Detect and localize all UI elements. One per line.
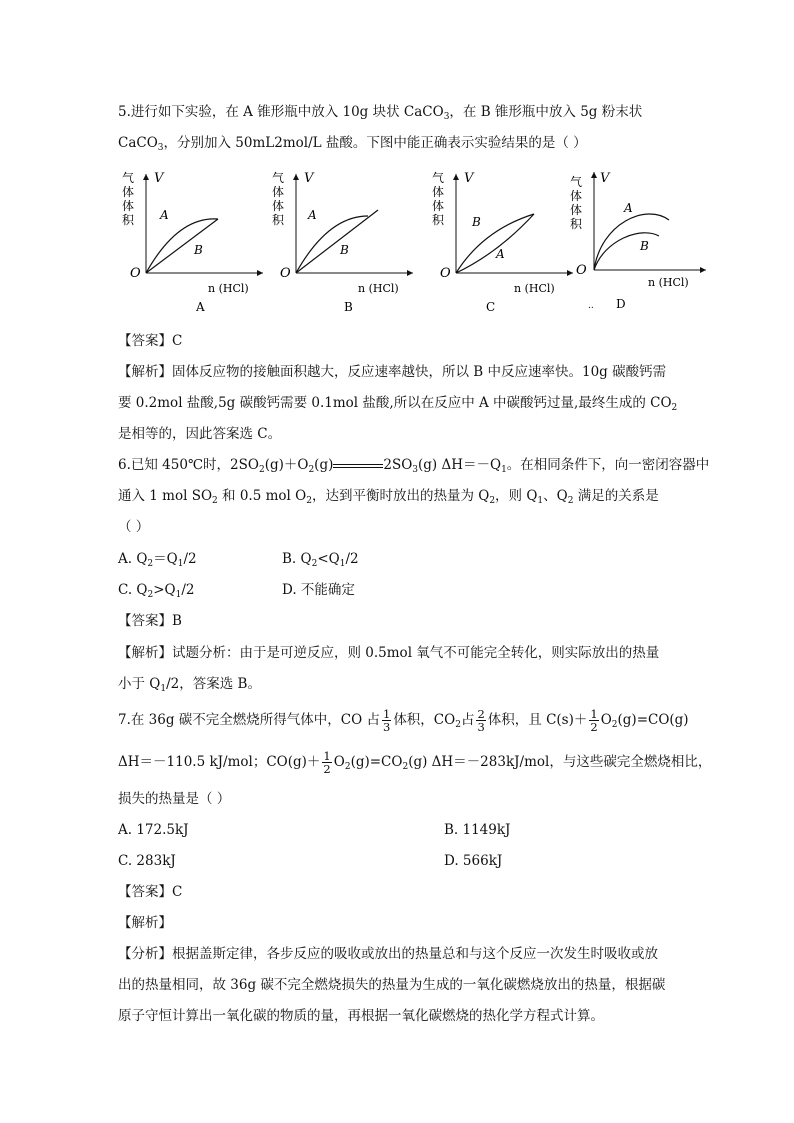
svg-text:气: 气: [122, 171, 135, 185]
q7-analysis-line2: 出的热量相同，故 36g 碳不完全燃烧损失的热量为生成的一氧化碳燃烧放出的热量，根据碳: [118, 977, 666, 993]
graph-a: [118, 168, 268, 318]
q7-option-b[interactable]: B. 1149kJ: [444, 822, 511, 838]
x-axis-label: n (HCl): [208, 282, 249, 295]
fraction-one-half: $\frac{1}{2}$: [323, 749, 331, 776]
svg-text:A: A: [496, 247, 505, 261]
graph-b: [268, 168, 418, 318]
svg-text:体: 体: [122, 185, 135, 199]
curve-a-label: A: [160, 208, 169, 222]
graph-caption: A: [196, 300, 205, 314]
q5-analysis-line2: 要 0.2mol 盐酸,5g 碳酸钙需要 0.1mol 盐酸,所以在反应中 A 中碳酸钙过量,最终生成的 $CO_2$: [118, 395, 678, 413]
svg-text:气: 气: [432, 171, 445, 185]
q7-analysis-title: 【解析】: [118, 915, 172, 931]
q6-option-b[interactable]: B. $Q_2<Q_1/2$: [282, 551, 359, 569]
svg-text:O: O: [280, 266, 291, 281]
svg-text:D: D: [616, 297, 626, 311]
svg-text:V: V: [600, 171, 610, 186]
q5-stem-line2: CaCO$_3$，分别加入 50mL2mol/L 盐酸。下图中能正确表示实验结果的是（ ）: [118, 135, 587, 153]
curve-a: [456, 214, 534, 273]
svg-text:体: 体: [432, 199, 445, 213]
svg-text:体: 体: [122, 199, 135, 213]
svg-text:B: B: [472, 215, 481, 229]
q5-analysis-line1: 【解析】固体反应物的接触面积越大，反应速率越快，所以 B 中反应速率快。10g 碳酸钙需: [118, 364, 667, 380]
curve-b: [456, 214, 534, 273]
svg-text:气: 气: [272, 171, 285, 185]
q5-stem-line1: 5.进行如下实验，在 A 锥形瓶中放入 10g 块状 CaCO$_3$，在 B 锥形瓶中放入 5g 粉末状: [118, 104, 643, 122]
q7-stem-line1: 7.在 36g 碳不完全燃烧所得气体中，CO 占 $\frac{1}{3}$ 体积，$CO_2$占 $\frac{2}{3}$ 体积，且 C(s)＋ $\frac{1}{2}$ $O_2(g)=CO(g)$: [118, 707, 689, 734]
q7-answer: 【答案】C: [118, 884, 183, 900]
q7-option-c[interactable]: C. 283kJ: [118, 853, 176, 869]
q7-option-a[interactable]: A. 172.5kJ: [118, 822, 189, 838]
svg-text:V: V: [304, 171, 314, 186]
fraction-one-third: $\frac{1}{3}$: [382, 707, 391, 734]
svg-text:体: 体: [432, 185, 445, 199]
svg-text:n (HCl): n (HCl): [648, 276, 689, 289]
fraction-two-thirds: $\frac{2}{3}$: [477, 707, 485, 734]
q7-stem-line3: 损失的热量是（ ）: [118, 791, 231, 807]
svg-text:A: A: [624, 201, 633, 215]
graph-c: [428, 168, 578, 318]
q6-analysis-line1: 【解析】试题分析：由于是可逆反应，则 0.5mol 氧气不可能完全转化，则实际放出的热量: [118, 645, 660, 661]
curve-b-label: B: [194, 243, 203, 257]
q6-stem-line2: 通入 1 mol $SO_2$ 和 0.5 mol $O_2$，达到平衡时放出的热量为 $Q_2$，则 $Q_1$、$Q_2$ 满足的关系是: [118, 488, 659, 506]
svg-text:B: B: [640, 239, 649, 253]
fraction-one-half: $\frac{1}{2}$: [590, 707, 598, 734]
q6-answer: 【答案】B: [118, 613, 182, 629]
svg-text:O: O: [576, 263, 587, 278]
svg-text:体: 体: [570, 189, 583, 203]
q7-stem-line2: ΔH＝－110.5 kJ/mol；CO(g)＋ $\frac{1}{2}$ $O_2(g)=CO_2(g)$ ΔH＝－283kJ/mol，与这些碳完全燃烧相比，: [118, 749, 712, 776]
curve-b: [594, 233, 659, 270]
q5-answer: 【答案】C: [118, 333, 183, 349]
q6-option-d[interactable]: D. 不能确定: [282, 582, 355, 598]
svg-text:n (HCl): n (HCl): [514, 282, 555, 295]
svg-text:积: 积: [570, 217, 583, 231]
origin-label: O: [130, 266, 141, 281]
svg-text:A: A: [308, 208, 317, 222]
svg-text:B: B: [340, 243, 349, 257]
svg-text:体: 体: [570, 203, 583, 217]
equilibrium-sign: [333, 462, 383, 470]
svg-text:V: V: [464, 171, 474, 186]
q6-option-c[interactable]: C. $Q_2>Q_1/2$: [118, 582, 195, 600]
curve-a: [594, 214, 669, 270]
q6-option-a[interactable]: A. $Q_2=Q_1/2$: [118, 551, 197, 569]
svg-text:积: 积: [272, 213, 285, 227]
curve-b: [146, 219, 218, 273]
svg-text:积: 积: [122, 213, 135, 227]
graph-d-mark: ..: [588, 301, 594, 311]
q7-analysis-line1: 【分析】根据盖斯定律，各步反应的吸收或放出的热量总和与这个反应一次发生时吸收或放: [118, 946, 658, 962]
svg-text:体: 体: [272, 185, 285, 199]
svg-text:积: 积: [432, 213, 445, 227]
q7-analysis-line3: 原子守恒计算出一氧化碳的物质的量，再根据一氧化碳燃烧的热化学方程式计算。: [118, 1008, 604, 1024]
svg-text:C: C: [486, 300, 496, 314]
svg-text:体: 体: [272, 199, 285, 213]
q5-analysis-line3: 是相等的，因此答案选 C。: [118, 426, 282, 442]
q6-stem-line3: （ ）: [118, 519, 150, 535]
q7-option-d[interactable]: D. 566kJ: [444, 853, 503, 869]
svg-text:B: B: [344, 300, 353, 314]
svg-text:气: 气: [570, 175, 583, 189]
svg-text:O: O: [440, 266, 451, 281]
q6-analysis-line2: 小于 $Q_1/2$，答案选 B。: [118, 676, 261, 694]
graph-d: [566, 168, 716, 318]
svg-text:n (HCl): n (HCl): [358, 282, 399, 295]
q6-stem-line1: 6.已知 450℃时，$2SO_2(g)+O_2(g)$ $2SO_3(g)$ $\Delta H=-Q_1$。在相同条件下，向一密闭容器中: [118, 457, 710, 475]
y-axis-label: V: [154, 171, 164, 186]
